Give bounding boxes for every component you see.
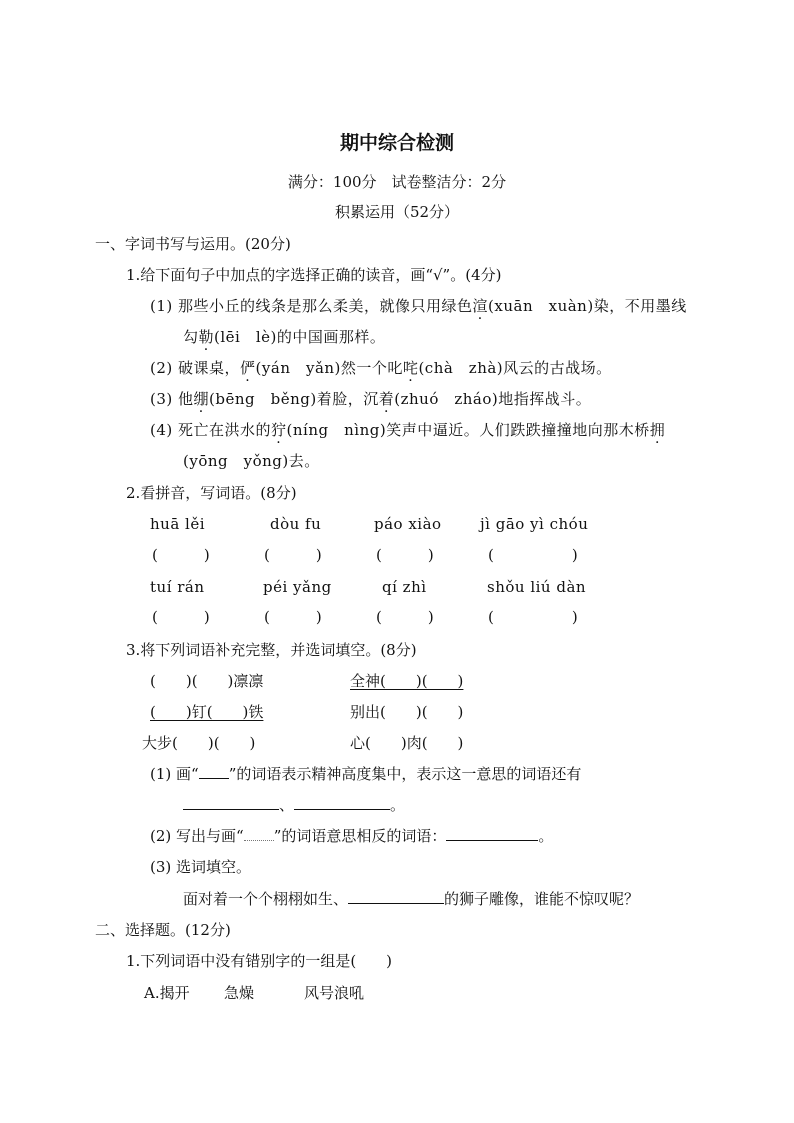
- item-text: (3) 他: [150, 390, 194, 408]
- answer-blank[interactable]: [183, 795, 279, 810]
- wavy-line-sample: [244, 828, 274, 841]
- item-text: (lēi lè)的中国画那样。: [214, 328, 386, 346]
- answer-paren-8[interactable]: ( ): [488, 608, 578, 626]
- pinyin-2: dòu fu: [270, 515, 322, 533]
- answer-paren-2[interactable]: ( ): [264, 546, 322, 564]
- answer-paren-4[interactable]: ( ): [488, 546, 578, 564]
- fill-sentence: 面对着一个个栩栩如生、 的狮子雕像，谁能不惊叹呢？: [183, 890, 640, 908]
- word-6[interactable]: 心( )肉( ): [350, 734, 464, 752]
- page-title: 期中综合检测: [339, 132, 454, 154]
- item-2: [150, 358, 612, 378]
- item-text: (4) 死亡在洪水的: [150, 421, 272, 439]
- answer-paren-7[interactable]: ( ): [376, 608, 434, 626]
- pinyin-8: shǒu liú dàn: [487, 578, 587, 596]
- sub-question-3: (3) 选词填空。: [150, 858, 252, 876]
- item-4-cont: (yōng yǒng)去。: [183, 452, 320, 470]
- underline-sample: [199, 764, 229, 779]
- answer-paren-3[interactable]: ( ): [376, 546, 434, 564]
- dotted-char: 俨: [240, 359, 256, 377]
- item-text: (níng nìng)笑声中逼近。人们跌跌撞撞地向那木桥: [286, 421, 650, 439]
- sub-text: (2) 写出与画“: [150, 827, 244, 845]
- item-text: (chà zhà)风云的古战场。: [418, 359, 612, 377]
- part-heading: 积累运用（52分）: [334, 203, 460, 221]
- question-2-1-stem: 1.下列词语中没有错别字的一组是( ): [126, 952, 393, 970]
- word-1[interactable]: ( )( )凛凛: [150, 672, 264, 690]
- pinyin-1: huā lěi: [150, 515, 206, 533]
- sub-text: ”的词语意思相反的词语：: [273, 827, 447, 845]
- item-3: [150, 389, 591, 409]
- word-3-wavy[interactable]: ( )钉( )铁: [150, 703, 264, 721]
- word-2-underlined[interactable]: 全神( )( ): [350, 672, 464, 690]
- dotted-char: 狞: [271, 421, 287, 439]
- item-text: (bēng běng)着脸，沉: [209, 390, 379, 408]
- pinyin-3: páo xiào: [374, 515, 442, 533]
- section-1-heading: 一、字词书写与运用。(20分): [95, 235, 291, 253]
- answer-paren-5[interactable]: ( ): [152, 608, 210, 626]
- sub-question-1-answers: 、 。: [183, 795, 405, 815]
- dotted-char: 渲: [472, 297, 489, 315]
- pinyin-4: jì gāo yì chóu: [480, 515, 589, 533]
- dotted-char: 拥: [649, 421, 666, 439]
- pinyin-5: tuí rán: [150, 578, 205, 596]
- sub-text: (1) 画“: [150, 765, 199, 783]
- item-4: [150, 420, 665, 440]
- section-2-heading: 二、选择题。(12分): [95, 921, 231, 939]
- stem-text: ”。(4分): [442, 266, 502, 284]
- stem-text: 1.给下面句子中加点的字选择正确的读音，画“: [126, 266, 433, 284]
- answer-paren-1[interactable]: ( ): [152, 546, 210, 564]
- word-4[interactable]: 别出( )( ): [350, 703, 464, 721]
- option-a-word-2: 急燥: [224, 984, 255, 1002]
- word-5[interactable]: 大步( )( ): [142, 734, 256, 752]
- item-text: (zhuó zháo)地指挥战斗。: [394, 390, 592, 408]
- pinyin-7: qí zhì: [382, 578, 427, 596]
- dotted-char: 着: [378, 390, 395, 408]
- question-1-1-stem: [126, 265, 501, 285]
- item-text: (2) 破课桌，: [150, 359, 241, 377]
- sub-question-1: [150, 764, 581, 784]
- option-a-label[interactable]: A.揭开: [144, 984, 190, 1002]
- dotted-char: 绷: [193, 390, 210, 408]
- item-text: (yán yǎn)然一个叱: [255, 359, 403, 377]
- item-text: (1) 那些小丘的线条是那么柔美，就像只用绿色: [150, 297, 473, 315]
- score-line: 满分：100分 试卷整洁分：2分: [287, 173, 507, 191]
- option-a-word-3: 风号浪吼: [304, 984, 365, 1002]
- item-1-cont: [183, 327, 385, 347]
- answer-blank[interactable]: [446, 826, 538, 841]
- item-text: (xuān xuàn)染，不用墨线: [488, 297, 687, 315]
- answer-blank[interactable]: [348, 889, 444, 904]
- dotted-char: 勒: [198, 328, 215, 346]
- pinyin-6: péi yǎng: [263, 578, 332, 596]
- answer-blank[interactable]: [294, 795, 390, 810]
- item-text: 勾: [183, 328, 199, 346]
- question-1-2-stem: 2.看拼音，写词语。(8分): [126, 484, 297, 502]
- answer-paren-6[interactable]: ( ): [264, 608, 322, 626]
- check-mark-icon: √: [432, 266, 443, 284]
- sub-text: ”的词语表示精神高度集中，表示这一意思的词语还有: [228, 765, 582, 783]
- question-1-3-stem: 3.将下列词语补充完整，并选词填空。(8分): [126, 641, 417, 659]
- item-1: [150, 296, 687, 316]
- dotted-char: 咤: [402, 359, 419, 377]
- sub-question-2: (2) 写出与画“ ”的词语意思相反的词语： 。: [150, 827, 554, 845]
